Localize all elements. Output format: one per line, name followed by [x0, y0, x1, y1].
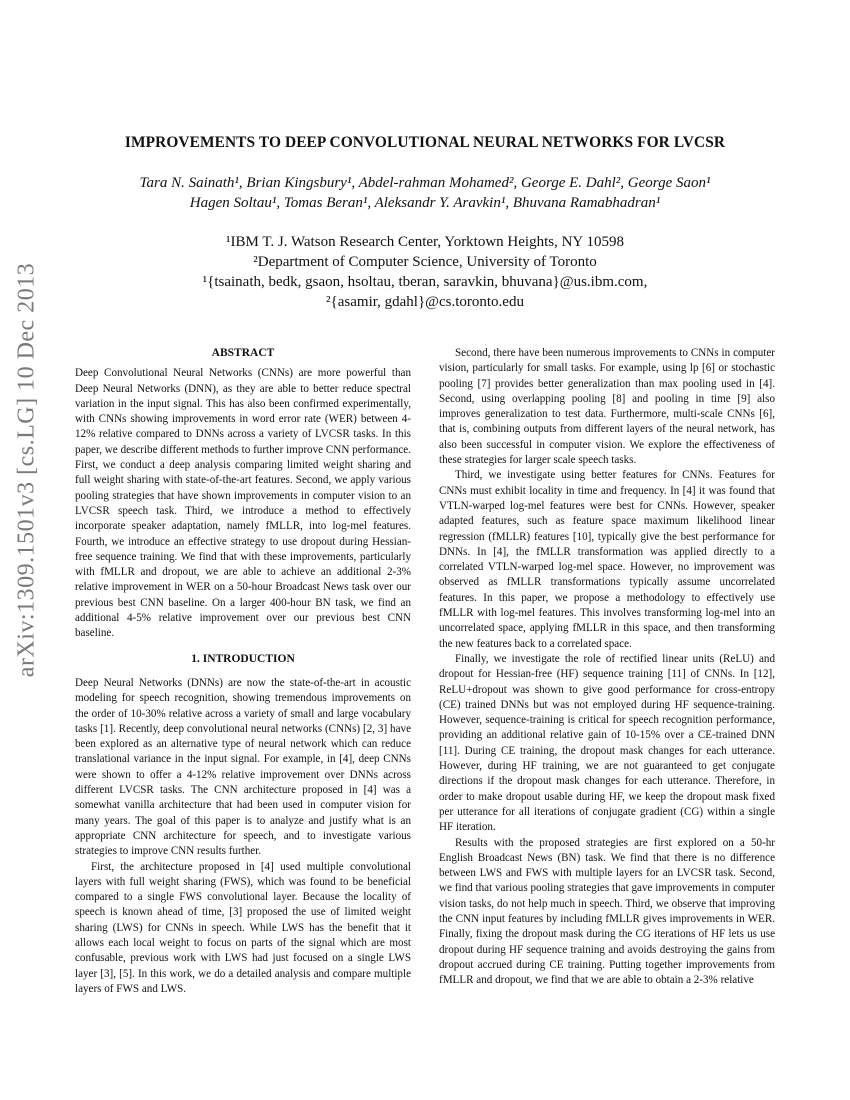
affiliation-line-4: ²{asamir, gdahl}@cs.toronto.edu: [326, 294, 524, 310]
arxiv-sidebar: [2, 262, 52, 678]
right-paragraph-3: Finally, we investigate the role of rectified linear units (ReLU) and dropout for Hessian-free (HF) sequence training [11] of CNNs. In [12], ReLU+dropout was shown to give good performance for cross-entropy (CE) trained DNNs but was not employed during HF sequence-training. However, sequence-training is critical for speech recognition performance, providing an additional relative gain of 10-15% over a CE-trained DNN [11]. During CE training, the dropout mask changes for each utterance. However, during HF training, we are not guaranteed to get conjugate directions if the dropout mask changes for each utterance. Therefore, in order to make dropout usable during HF, we keep the dropout mask fixed per utterance for all iterations of conjugate gradient (CG) within a single HF iteration.: [439, 652, 775, 834]
right-paragraph-2: Third, we investigate using better features for CNNs. Features for CNNs must exhibit locality in time and frequency. In [4] it was found that VTLN-warped log-mel features were best for CNNs. However, speaker adapted features, such as feature space maximum likelihood linear regression (fMLLR) features [10], typically give the best performance for DNNs. In [4], the fMLLR transformation was applied directly to a correlated VTLN-warped log-mel space. However, no improvement was observed as fMLLR transformations typically assume uncorrelated features. In this paper, we propose a methodology to effectively use fMLLR with log-mel features. This involves transforming log-mel into an uncorrelated space, applying fMLLR in this space, and then transforming the new features back to a correlated space.: [439, 469, 775, 650]
author-list: [75, 173, 775, 213]
introduction-heading: 1. INTRODUCTION: [191, 652, 295, 665]
paper-title: IMPROVEMENTS TO DEEP CONVOLUTIONAL NEURAL NETWORKS FOR LVCSR: [124, 134, 726, 151]
left-column: [75, 346, 411, 997]
right-column: [439, 346, 775, 988]
abstract-heading: ABSTRACT: [211, 347, 275, 359]
affiliation-line-3: ¹{tsainath, bedk, gsaon, hsoltau, tberan, saravkin, bhuvana}@us.ibm.com,: [202, 274, 648, 290]
intro-paragraph-1: Deep Neural Networks (DNNs) are now the state-of-the-art in acoustic modeling for speech recognition, showing tremendous improvements on the order of 10-30% relative across a variety of small and large vocabulary tasks [1]. Recently, deep convolutional neural networks (CNNs) [2, 3] have been explored as an alternative type of neural network which can reduce translational variance in the input signal. For example, in [4], deep CNNs were shown to offer a 4-12% relative improvement over DNNs across different LVCSR tasks. The CNN architecture proposed in [4] was a somewhat vanilla architecture that had been used in computer vision for many years. The goal of this paper is to analyze and justify what is an appropriate CNN architecture for speech, and to investigate various strategies to improve CNN results further.: [75, 676, 411, 858]
affiliation-line-1: ¹IBM T. J. Watson Research Center, Yorktown Heights, NY 10598: [226, 234, 624, 250]
abstract-text: Deep Convolutional Neural Networks (CNNs) are more powerful than Deep Neural Networks (DNN), as they are able to better reduce spectral variation in the input signal. This has also been confirmed experimentally, with CNNs showing improvements in word error rate (WER) between 4-12% relative compared to DNNs across a variety of LVCSR tasks. In this paper, we describe different methods to further improve CNN performance. First, we conduct a deep analysis comparing limited weight sharing and full weight sharing with state-of-the-art features. Second, we apply various pooling strategies that have shown improvements in computer vision to an LVCSR speech task. Third, we introduce a method to effectively incorporate speaker adaptation, namely fMLLR, into log-mel features. Fourth, we introduce an effective strategy to use dropout during Hessian-free sequence training. We find that with these improvements, particularly with fMLLR and dropout, we are able to achieve an additional 2-3% relative improvement in WER on a 50-hour Broadcast News task over our previous best CNN baseline. On a larger 400-hour BN task, we find an additional 4-5% relative improvement over our previous best CNN baseline.: [75, 367, 411, 640]
author-line-2: Hagen Soltau¹, Tomas Beran¹, Aleksandr Y. Aravkin¹, Bhuvana Ramabhadran¹: [189, 195, 661, 211]
arxiv-identifier: arXiv:1309.1501v3 [cs.LG] 10 Dec 2013: [13, 262, 40, 678]
affiliations: [75, 232, 775, 312]
affiliation-line-2: ²Department of Computer Science, University of Toronto: [253, 254, 597, 270]
author-line-1: Tara N. Sainath¹, Brian Kingsbury¹, Abdel-rahman Mohamed², George E. Dahl², George Saon¹: [139, 175, 711, 191]
intro-paragraph-2: First, the architecture proposed in [4] used multiple convolutional layers with full weight sharing (FWS), which was found to be beneficial compared to a single FWS convolutional layer. Because the locality of speech is known ahead of time, [3] proposed the use of limited weight sharing (LWS) for CNNs in speech. While LWS has the benefit that it allows each local weight to focus on parts of the signal which are most confusable, previous work with LWS had just focused on a single LWS layer [3], [5]. In this work, we do a detailed analysis and compare multiple layers of FWS and LWS.: [75, 860, 411, 995]
right-paragraph-4: Results with the proposed strategies are first explored on a 50-hr English Broadcast News (BN) task. We find that there is no difference between LWS and FWS with multiple layers for an LVCSR task. Second, we find that various pooling strategies that gave improvements in computer vision tasks, do not help much in speech. Third, we observe that improving the CNN input features by including fMLLR gives improvements in WER. Finally, fixing the dropout mask during the CG iterations of HF lets us use dropout during HF sequence training and avoids destroying the gains from dropout accrued during CE training. Putting together improvements from fMLLR and dropout, we find that we are able to obtain a 2-3% relative: [439, 836, 775, 987]
right-paragraph-1: Second, there have been numerous improvements to CNNs in computer vision, particularly for small tasks. For example, using lp [6] or stochastic pooling [7] provides better generalization than max pooling used in [4]. Second, using overlapping pooling [8] and pooling in time [9] also improves generalization to test data. Furthermore, multi-scale CNNs [6], that is, combining outputs from different layers of the neural network, has also been successful in computer vision. We explore the effectiveness of these strategies for larger scale speech tasks.: [439, 347, 775, 467]
